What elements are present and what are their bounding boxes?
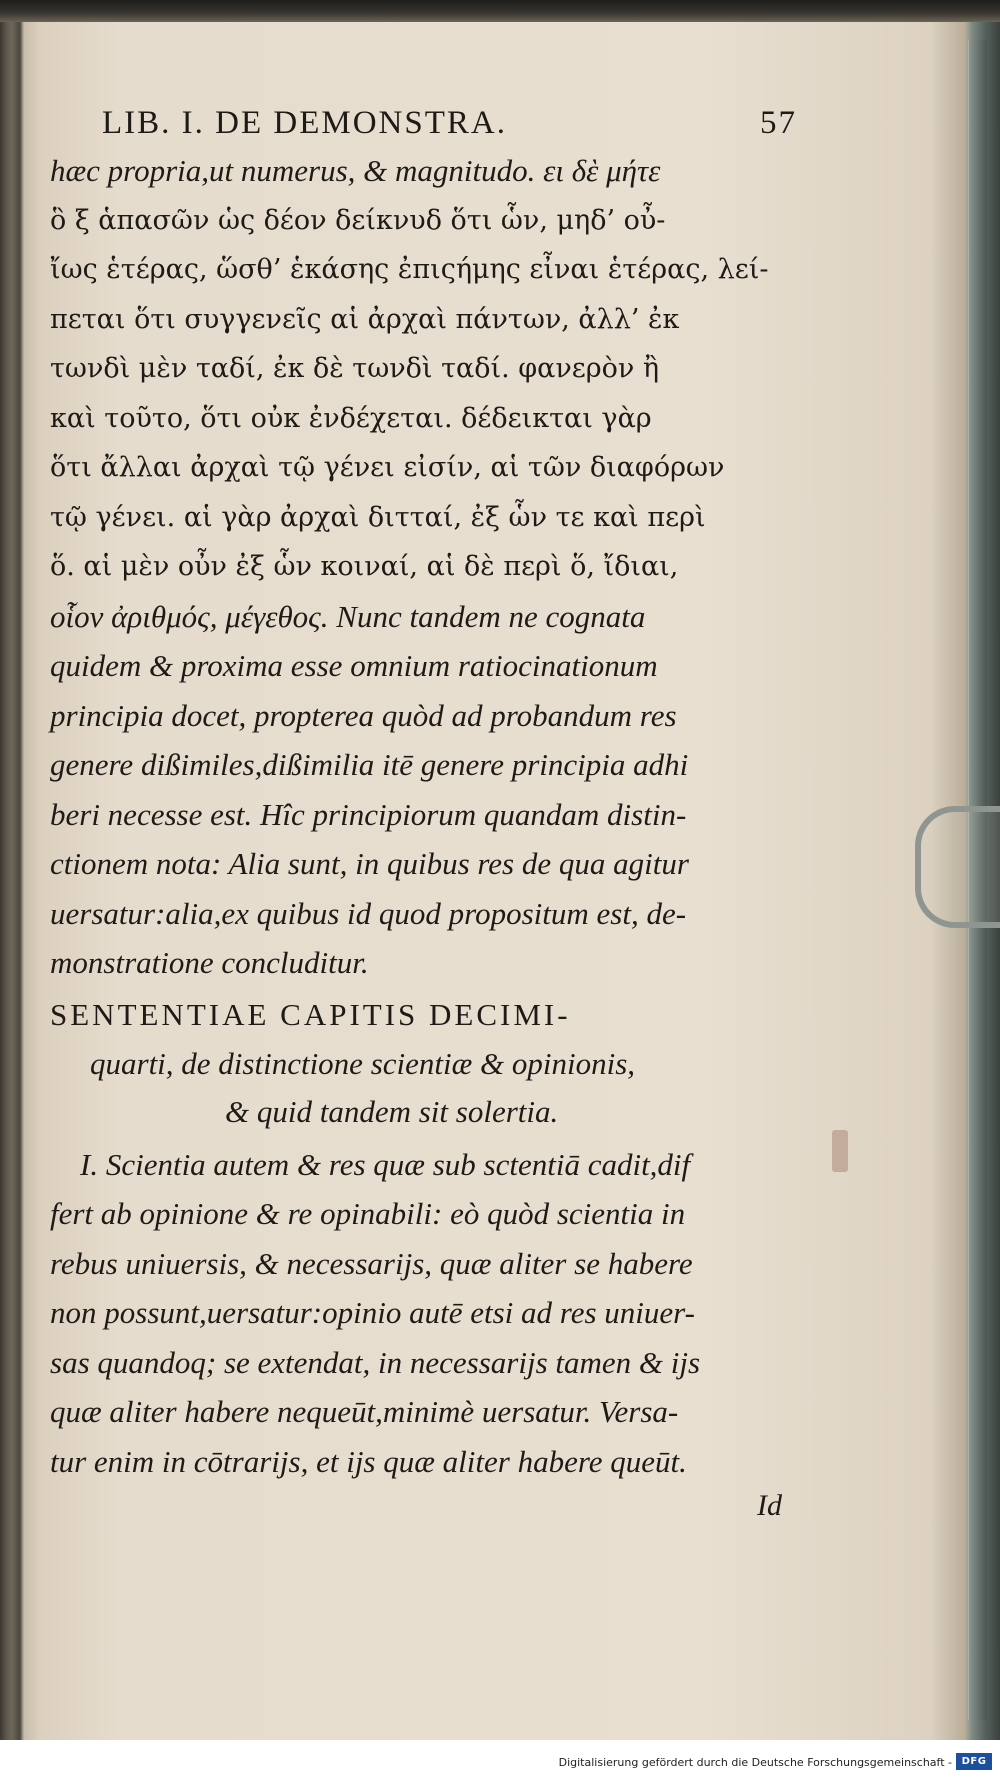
text-line: hæc propria,ut numerus, & magnitudo. ει δὲ μήτε	[50, 153, 661, 188]
text-line: οἷον ἀριθμός, μέγεθος. Nunc tandem ne cognata	[50, 598, 646, 634]
section-heading: SENTENTIAE CAPITIS DECIMI-	[50, 996, 571, 1032]
text-line: rebus uniuersis, & necessarijs, quæ aliter se habere	[50, 1245, 693, 1281]
text-line: ὃ ξ ἁπασῶν ὡς δέον δείκνυδ ὅτι ὧν, μηδ’ οὖ-	[50, 204, 666, 236]
text-line: tur enim in cōtrarijs, et ijs quæ aliter habere queūt.	[50, 1443, 687, 1479]
text-line: τωνδὶ μὲν ταδί, ἐκ δὲ τωνδὶ ταδί. φανερὸν ἢ	[50, 353, 660, 384]
text-line: ctionem nota: Alia sunt, in quibus res de qua agitur	[50, 846, 689, 881]
text-line: ὅτι ἄλλαι ἀρχαὶ τῷ γένει εἰσίν, αἱ τῶν διαφόρων	[50, 452, 725, 483]
text-line: fert ab opinione & re opinabili: eò quòd scientia in	[50, 1196, 686, 1231]
page-stain	[832, 1130, 848, 1172]
page-clip	[915, 806, 1000, 928]
catchword: Id	[757, 1489, 782, 1522]
text-line: καὶ τοῦτο, ὅτι οὐκ ἐνδέχεται. δέδεικται γὰρ	[50, 402, 652, 434]
text-line: genere dißimiles,dißimilia itē genere principia adhi	[50, 747, 689, 782]
text-line: monstratione concluditur.	[50, 945, 369, 980]
paragraph-1	[50, 146, 780, 988]
page-top-edge	[0, 0, 1000, 22]
footer-credit: Digitalisierung gefördert durch die Deutsche Forschungsgemeinschaft -	[558, 1756, 952, 1769]
dfg-logo: DFG	[956, 1753, 992, 1770]
text-line: non possunt,uersatur:opinio autē etsi ad res uniuer-	[50, 1295, 695, 1330]
running-head	[102, 100, 797, 146]
section-subheading-2: & quid tandem sit solertia.	[225, 1093, 559, 1129]
text-line: uersatur:alia,ex quibus id quod propositum est, de-	[50, 895, 687, 931]
page-number: 57	[760, 105, 797, 141]
text-line: I. Scientia autem & res quæ sub sctentiā cadit,dif	[80, 1146, 691, 1182]
paragraph-2	[50, 1140, 780, 1487]
text-line: quidem & proxima esse omnium ratiocinationum	[50, 648, 658, 683]
section-subheading: quarti, de distinctione scientiæ & opinionis,	[90, 1045, 636, 1081]
text-line: sas quandoq; se extendat, in necessarijs tamen & ijs	[50, 1344, 701, 1380]
text-line: principia docet, propterea quòd ad probandum res	[50, 697, 677, 733]
text-line: τῷ γένει. αἱ γὰρ ἀρχαὶ διτταί, ἐξ ὧν τε καὶ περὶ	[50, 501, 706, 533]
page-text	[50, 100, 797, 1526]
text-line: quæ aliter habere nequeūt,minimè uersatur. Versa-	[50, 1394, 679, 1429]
running-head-title: LIB. I. DE DEMONSTRA.	[102, 105, 507, 141]
text-line: ἴως ἑτέρας, ὥσθ’ ἑκάσης ἐπιςήμης εἶναι ἑτέρας, λεί-	[50, 254, 769, 285]
text-line: beri necesse est. Hîc principiorum quandam distin-	[50, 796, 687, 832]
text-line: ὅ. αἱ μὲν οὖν ἐξ ὧν κοιναί, αἱ δὲ περὶ ὅ, ἴδιαι,	[50, 551, 679, 582]
text-line: πεται ὅτι συγγενεῖς αἱ ἀρχαὶ πάντων, ἀλλ’ ἐκ	[50, 303, 680, 335]
